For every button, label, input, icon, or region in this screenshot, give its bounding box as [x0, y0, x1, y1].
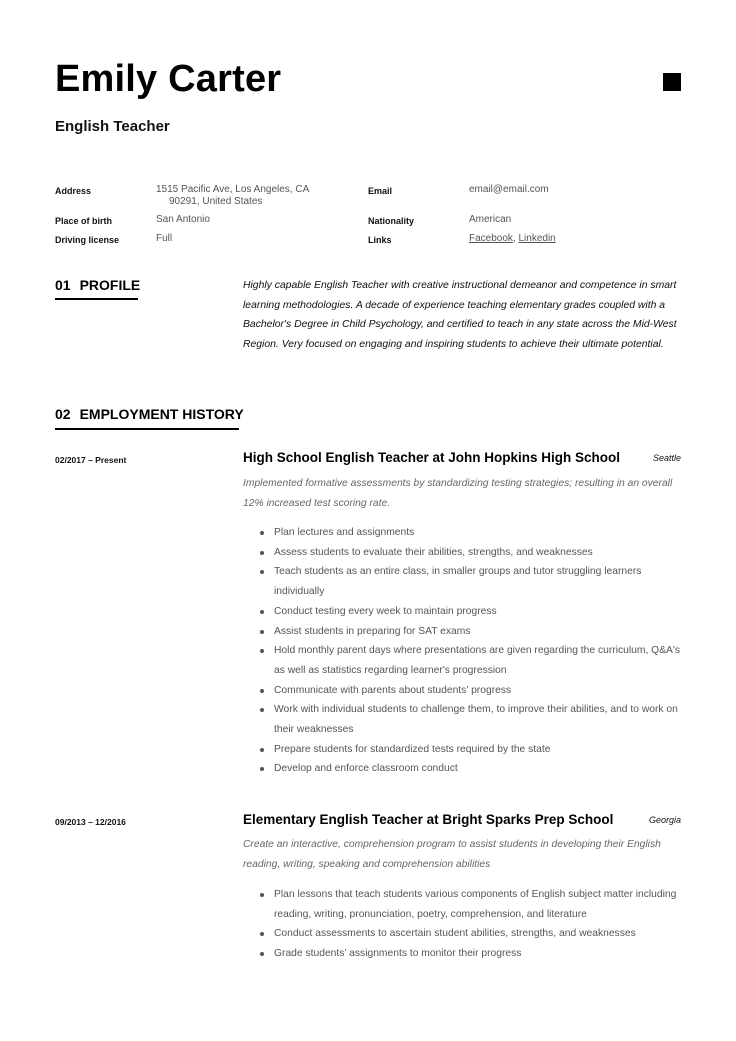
nationality-label: Nationality [368, 216, 415, 226]
address-line-2: 90291, United States [169, 196, 263, 207]
license-value: Full [156, 233, 173, 244]
job-heading: High School English Teacher at John Hopkins High School [243, 450, 621, 465]
email-value: email@email.com [469, 184, 549, 195]
job-duties-list [243, 885, 683, 964]
job-description: Implemented formative assessments by standardizing testing strategies; resulting in an overall 12% increased test scoring rate. [243, 478, 673, 509]
links-separator: , [512, 233, 519, 244]
job-duties-list [243, 523, 683, 779]
list-item: Plan lessons that teach students various components of English subject matter including reading, writing, pronunciation, poetry, comprehension, and literature [243, 885, 683, 924]
list-item: Prepare students for standardized tests required by the state [243, 740, 683, 760]
list-item: Grade students’ assignments to monitor their progress [243, 944, 683, 964]
decorative-square-icon [663, 73, 681, 91]
license-label: Driving license [55, 235, 120, 245]
address-line-1: 1515 Pacific Ave, Los Angeles, CA [156, 184, 310, 195]
links-value [469, 233, 556, 246]
list-item: Develop and enforce classroom conduct [243, 759, 683, 779]
employment-title-underline [55, 428, 239, 430]
birth-label: Place of birth [55, 216, 113, 226]
profile-section-title [55, 277, 140, 293]
section-label: EMPLOYMENT HISTORY [79, 406, 244, 422]
list-item: Hold monthly parent days where presentations are given regarding the curriculum, Q&A's as well as statistics regarding learner's progression [243, 641, 683, 680]
list-item: Assist students in preparing for SAT exams [243, 622, 683, 642]
job-heading: Elementary English Teacher at Bright Sparks Prep School [243, 812, 614, 827]
list-item: Conduct assessments to ascertain student abilities, strengths, and weaknesses [243, 924, 683, 944]
nationality-value: American [469, 214, 512, 225]
employment-section-title [55, 406, 244, 422]
candidate-name: Emily Carter [55, 58, 282, 100]
list-item: Work with individual students to challenge them, to improve their abilities, and to work on their weaknesses [243, 700, 683, 739]
birth-value: San Antonio [156, 214, 210, 225]
profile-summary: Highly capable English Teacher with creative instructional demeanor and competence in smart learning methodologies. A decade of experience teaching elementary grades coupled with a Bachelor's Degree in Child Psychology, and certified to teach in any state across the Mid-West Region. Very focused on engaging and inspiring students to achieve their ultimate potential. [243, 280, 677, 350]
facebook-link[interactable]: Facebook [469, 233, 513, 244]
profile-title-underline [55, 298, 138, 300]
job-dates: 02/2017 – Present [55, 455, 127, 465]
section-number: 02 [55, 406, 71, 422]
email-label: Email [368, 186, 393, 196]
job-dates: 09/2013 – 12/2016 [55, 817, 126, 827]
job-location: Seattle [652, 453, 681, 463]
job-title: English Teacher [55, 118, 170, 135]
section-number: 01 [55, 277, 71, 293]
list-item: Assess students to evaluate their abilities, strengths, and weaknesses [243, 543, 683, 563]
list-item: Communicate with parents about students’ progress [243, 681, 683, 701]
job-location: Georgia [648, 815, 681, 825]
linkedin-link[interactable]: Linkedin [518, 233, 556, 244]
list-item: Teach students as an entire class, in smaller groups and tutor struggling learners individually [243, 562, 683, 601]
section-label: PROFILE [79, 277, 141, 293]
list-item: Plan lectures and assignments [243, 523, 683, 543]
address-label: Address [55, 186, 92, 196]
links-label: Links [368, 235, 392, 245]
job-description: Create an interactive, comprehension program to assist students in developing their English reading, writing, speaking and comprehension abilities [243, 839, 661, 870]
list-item: Conduct testing every week to maintain progress [243, 602, 683, 622]
